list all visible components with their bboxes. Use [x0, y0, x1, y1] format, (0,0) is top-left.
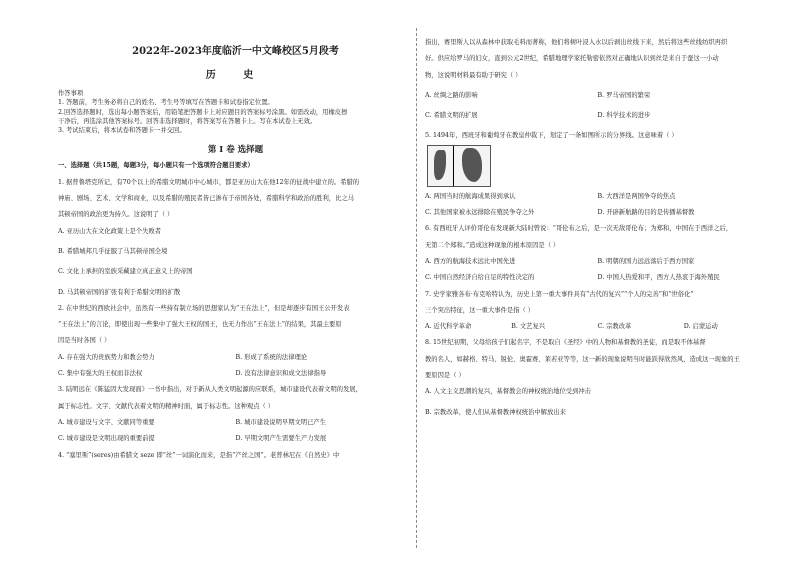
question-7-option-c: C. 宗教改革 [597, 323, 632, 331]
question-7-options-row [425, 322, 770, 331]
subject-title: 历 史 [205, 70, 266, 81]
question-2-option-a: A. 存在强大的贵族势力和教会势力 [58, 353, 155, 361]
question-5-option-a: A. 两国当时的航海成果得到承认 [425, 192, 516, 200]
question-6-line: 6. 有西班牙人评价哥伦布发现新大陆时曾说：“哥伦布之后，是一次无敌哥伦布；为郑和，中国在于西洋之后， [425, 225, 733, 233]
right-column [425, 28, 770, 417]
question-4-options-row [425, 111, 770, 120]
question-1-line: 1. 据普鲁塔克所记，有70个以上的希腊文明城市中心城市，都是亚历山大在他12年的征战中建立的。希腊的 [58, 178, 360, 186]
question-2-options-row [58, 353, 413, 362]
question-8-line: 教的名人，如赫格、特马、锐伦、奥霍赛、莱若亚等等，这一新的现象说明当时能跃得欣然风，造成这一现象的王 [425, 355, 740, 363]
question-1-line: 神庙、剧场、艺术、文学和商业，以及希腊的殖民者皆已渗布于帝国各处，希腊科学和政治的胜利，比之马 [58, 195, 354, 203]
question-6-option-d: D. 中国人热爱和平，西方人热衷于海外殖民 [597, 274, 720, 282]
question-2-line: “王在法上”的言论，即使出现一些集中了强大王权的国王，也无力作出“王在法上”的结果，其最主要原 [58, 321, 342, 329]
question-3-line: 属于标志性。文字、文献代表着文明的精神时面，属于标志性。这种观点（ ） [58, 402, 275, 410]
instruction: 一、选择题（共15题，每题3分，每小题只有一个选项符合题目要求） [58, 162, 254, 170]
question-3-options-row [58, 418, 413, 427]
question-5-option-b: B. 大西洋是两国争夺的焦点 [597, 192, 676, 200]
question-6-options-row [425, 273, 770, 282]
question-1-line: 其顿帝国的政治更为持久。这说明了（ ） [58, 211, 174, 219]
question-1-option-d: D. 马其顿帝国的扩张有利于希腊文明的扩散 [58, 288, 181, 296]
question-5-options-row [425, 208, 770, 217]
question-7-option-b: B. 文艺复兴 [511, 323, 546, 331]
question-3-option-c: C. 城市建设是文明出现的重要前提 [58, 435, 155, 443]
demarcation-line-map [427, 145, 491, 187]
question-3-line: 3. 陆明远在《陈猛因大发现面》一书中指出，对于新从人类文明起源的应联系，城市建设代表着文明的发展， [58, 386, 362, 394]
question-8-option-b: B. 宗教改革，使人们从基督教神权统治中解放出来 [425, 408, 566, 416]
question-1-option-c: C. 文化上承担的室族采藏建立真正意义上的帝国 [58, 268, 193, 276]
note-3: 干净后，再选涂其他答案标号。回答非选择题时，将答案写在答题卡上。写在本试卷上无效。 [58, 117, 317, 125]
notes-header: 作答事项 [58, 90, 84, 97]
question-6-line: 无第二个郑和。”造成这种现象的根本原因是（ ） [425, 241, 560, 249]
question-1-option-a: A. 亚历山大在文化政策上是个失败者 [58, 227, 162, 235]
note-2: 2.回答选择题时，选出每小题答案后，用铅笔把答题卡上对应题目的答案标号涂黑。如需改动，用橡皮擦 [58, 108, 348, 116]
question-3-options-row [58, 434, 413, 443]
question-6-option-b: B. 明朝的国力远远落后于西方国家 [597, 257, 695, 265]
question-3-option-a: A. 城市建设与文字、文献同等重要 [58, 418, 155, 426]
question-4-option-c: C. 希腊文明的扩展 [425, 112, 478, 120]
column-divider [416, 28, 417, 548]
question-8-line: 8. 15世纪初期，父母给孩子们起名字，不是取自《圣经》中的人物和基督教的圣徒，而是取不体基督 [425, 339, 706, 347]
question-5-line: 5. 1494年，西班牙和葡萄牙在教皇仲裁下，划定了一条如图所示的分界线。这意味着（ ） [425, 132, 678, 140]
question-7-option-d: D. 启蒙运动 [683, 323, 718, 331]
question-2-options-row [58, 369, 413, 378]
question-2-line: 2. 在中世纪的西欧社会中，虽然有一些持有制立场的思想家认为“王在法上”，但是却逐步有国王公开发表 [58, 304, 350, 312]
question-4-continued: 物，这说明材料最有助于研究（ ） [425, 71, 522, 79]
question-4-continued: 指出，赛里斯人以从森林中获取毛料而著称，他们将树叶浸入水以后剥出丝线下来，然后将这些丝线纺织再织 [425, 39, 728, 46]
question-6-option-c: C. 中国自然经济自给自足的特性决定的 [425, 274, 535, 282]
exam-title: 2022年-2023年度临沂一中文峰校区5月段考 [132, 46, 339, 57]
question-2-line: 因是当时各国（ ） [58, 337, 111, 345]
question-8-option-a: A. 人文主义思潮的复兴，基督教会的神权统治地位受到冲击 [425, 388, 591, 396]
left-column [58, 28, 413, 460]
question-4-continued: 好。供应给罗马的妇女，直到公元2世纪，希腊地理学家托勒密依然对正确地认识到丝是来自于蚕这一小动 [425, 55, 719, 63]
question-4-options-row [425, 91, 770, 100]
question-2-option-b: B. 形成了系统的法律理论 [235, 353, 308, 361]
note-1: 1. 答题前，考生务必将自己的姓名、考生号等填写在答题卡和试卷指定位置。 [58, 99, 274, 107]
question-7-line: 三个突出特征，这一重大事件是指（ ） [425, 306, 535, 314]
question-8-line: 要原因是（ ） [425, 372, 465, 380]
question-2-option-d: D. 没有法律意识和成文法律指导 [235, 370, 327, 378]
section-title: 第 I 卷 选择题 [207, 145, 264, 156]
question-5-options-row [425, 192, 770, 201]
question-4-option-b: B. 罗马帝国的繁荣 [597, 91, 651, 99]
question-6-options-row [425, 257, 770, 266]
question-3-option-d: D. 早期文明产生需要生产力发展 [235, 435, 327, 443]
question-5-option-d: D. 开辟新航路的目的是传播基督教 [597, 209, 695, 217]
question-5-option-c: C. 其他国家被永远排除在殖民争夺之外 [425, 209, 535, 217]
question-4-option-a: A. 丝绸之路的影响 [425, 91, 478, 99]
question-7-option-a: A. 近代科学革命 [425, 323, 472, 331]
question-3-option-b: B. 城市建设说明早期文明已产生 [235, 418, 326, 426]
question-7-line: 7. 史学家雅各布·布克哈特认为，历史上第一重大事件具有“古代的复兴”“个人的完善”和“世俗化” [425, 290, 694, 298]
question-4-option-d: D. 科学技术的进步 [597, 112, 651, 120]
question-6-option-a: A. 西方的航海技术远比中国先进 [425, 257, 516, 265]
note-4: 3. 考试结束后，将本试卷和答题卡一并交回。 [58, 127, 186, 135]
question-4-line: 4. “塞里斯”(seres)由希腊文 seze 即“丝”一词演化而来，是指“产丝之国”。老普林尼在《自然史》中 [58, 451, 340, 459]
question-1-option-b: B. 希腊城邦几乎征服了马其顿帝国全境 [58, 247, 168, 255]
question-2-option-c: C. 集中有强大的王权而非法权 [58, 370, 143, 378]
